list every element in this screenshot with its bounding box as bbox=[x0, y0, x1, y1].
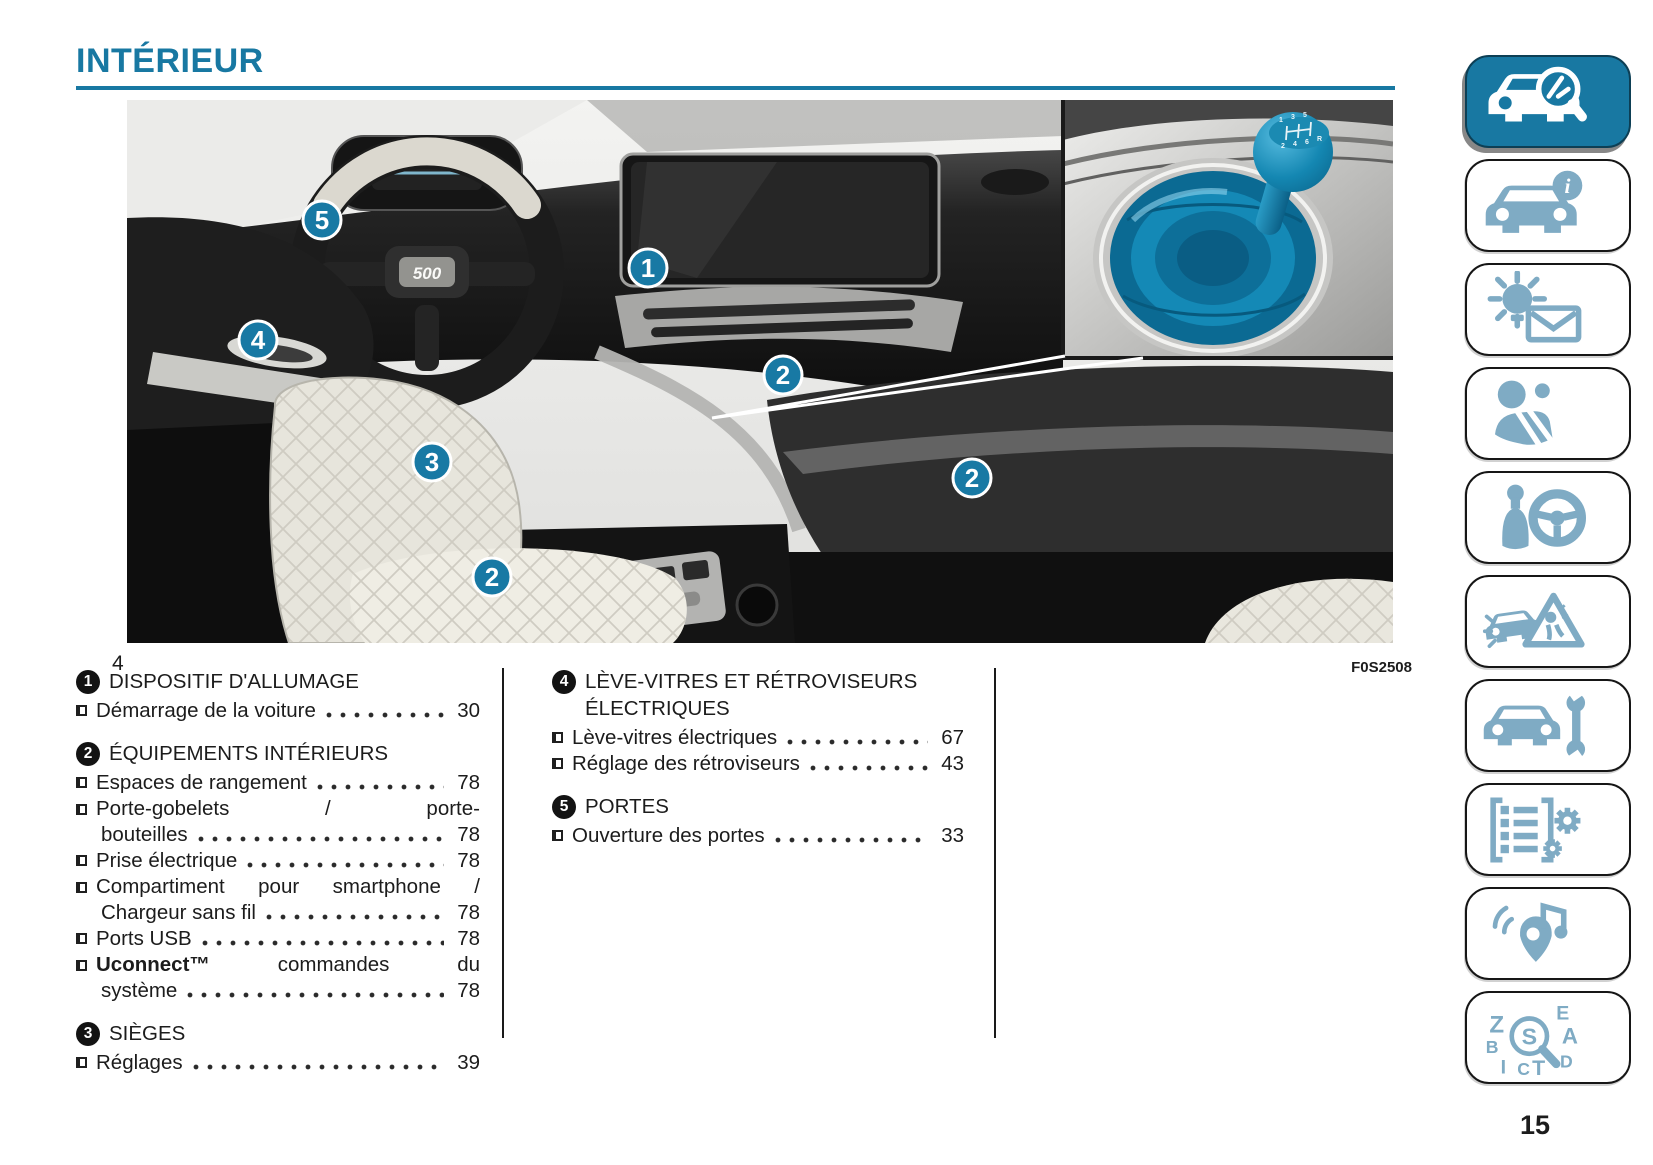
toc-item[interactable] bbox=[76, 926, 480, 952]
toc-page-ref: 78 bbox=[457, 771, 480, 794]
column-divider bbox=[994, 668, 996, 1038]
dot-leader bbox=[810, 765, 928, 771]
figure-callout-4 bbox=[239, 321, 277, 359]
dot-leader bbox=[775, 837, 928, 843]
figure-number: 4 bbox=[112, 652, 124, 675]
svg-text:1: 1 bbox=[640, 253, 656, 283]
interior-illustration bbox=[127, 100, 1393, 643]
figure-callout-2 bbox=[764, 356, 802, 394]
interior-photo bbox=[127, 100, 1393, 643]
toc-section-header bbox=[76, 668, 480, 695]
toc-page-ref: 30 bbox=[457, 699, 480, 722]
square-bullet-icon bbox=[76, 705, 87, 716]
section-number-badge: 3 bbox=[76, 1022, 100, 1046]
toc-item-label: bouteilles bbox=[101, 823, 188, 846]
toc-section bbox=[76, 740, 480, 1004]
svg-text:Z: Z bbox=[1489, 1010, 1505, 1038]
svg-text:2: 2 bbox=[484, 562, 500, 592]
multimedia-music-pin-icon bbox=[1480, 895, 1588, 973]
figure-callout-1 bbox=[629, 249, 667, 287]
section-number-badge: 1 bbox=[76, 670, 100, 694]
toc-column-1 bbox=[76, 668, 480, 1076]
toc-item[interactable] bbox=[76, 698, 480, 724]
sidebar-tab-9[interactable] bbox=[1465, 887, 1631, 980]
toc-section bbox=[76, 1020, 480, 1076]
svg-text:E: E bbox=[1556, 1001, 1570, 1024]
toc-page-ref: 33 bbox=[941, 824, 964, 847]
alphabetical-index-icon bbox=[1480, 999, 1588, 1077]
toc-item[interactable] bbox=[552, 823, 964, 849]
svg-text:A: A bbox=[1561, 1023, 1578, 1049]
dot-leader bbox=[193, 1064, 444, 1070]
figure-callout-3 bbox=[413, 443, 451, 481]
square-bullet-icon bbox=[552, 732, 563, 743]
spec-list-gears-icon bbox=[1480, 791, 1588, 869]
chapter-tab-sidebar bbox=[1465, 55, 1631, 1095]
svg-text:i: i bbox=[1564, 173, 1571, 198]
figure-callout-5 bbox=[303, 201, 341, 239]
figure-callout-2 bbox=[473, 558, 511, 596]
svg-text:2: 2 bbox=[964, 463, 980, 493]
svg-text:T: T bbox=[1532, 1055, 1546, 1077]
section-title: PORTES bbox=[585, 795, 669, 818]
square-bullet-icon bbox=[76, 1057, 87, 1068]
section-title: DISPOSITIF D'ALLUMAGE bbox=[109, 670, 359, 693]
svg-text:3: 3 bbox=[1291, 114, 1295, 121]
svg-text:S: S bbox=[1521, 1023, 1538, 1049]
toc-item-label: Lève-vitres électriques bbox=[572, 726, 778, 749]
toc-item[interactable] bbox=[76, 848, 480, 874]
svg-text:500: 500 bbox=[412, 264, 442, 283]
section-number-badge: 2 bbox=[76, 742, 100, 766]
figure-callout-2 bbox=[953, 459, 991, 497]
page-title: INTÉRIEUR bbox=[76, 42, 264, 80]
car-wrench-icon bbox=[1480, 687, 1588, 765]
dot-leader bbox=[202, 940, 444, 946]
toc-page-ref: 78 bbox=[457, 901, 480, 924]
svg-text:6: 6 bbox=[1305, 139, 1309, 146]
car-magnifier-icon bbox=[1480, 63, 1588, 141]
toc-item[interactable] bbox=[76, 770, 480, 796]
sidebar-tab-4[interactable] bbox=[1465, 367, 1631, 460]
toc-page-ref: 39 bbox=[457, 1051, 480, 1074]
svg-text:2: 2 bbox=[1281, 143, 1285, 150]
section-number-badge: 4 bbox=[552, 670, 576, 694]
sidebar-tab-2[interactable] bbox=[1465, 159, 1631, 252]
sidebar-tab-7[interactable] bbox=[1465, 679, 1631, 772]
column-divider bbox=[502, 668, 504, 1038]
warning-lights-messages-icon bbox=[1480, 271, 1588, 349]
toc-page-ref: 78 bbox=[457, 849, 480, 872]
toc-page-ref: 78 bbox=[457, 927, 480, 950]
svg-text:D: D bbox=[1560, 1051, 1573, 1072]
section-title: LÈVE-VITRES ET RÉTROVISEURS ÉLECTRIQUES bbox=[585, 670, 918, 720]
toc-item[interactable] bbox=[76, 952, 480, 1004]
toc-item[interactable] bbox=[552, 725, 964, 751]
breakdown-triangle-icon bbox=[1480, 583, 1588, 661]
toc-item-label: Porte-gobelets / porte- bbox=[96, 797, 480, 820]
toc-item-label: Compartiment pour smartphone / bbox=[96, 875, 480, 898]
svg-text:C: C bbox=[1517, 1058, 1531, 1077]
svg-text:5: 5 bbox=[1303, 112, 1307, 119]
section-title: SIÈGES bbox=[109, 1022, 186, 1045]
square-bullet-icon bbox=[76, 882, 87, 893]
svg-text:3: 3 bbox=[424, 447, 440, 477]
toc-item-label: Démarrage de la voiture bbox=[96, 699, 316, 722]
toc-item-label: Ports USB bbox=[96, 927, 192, 950]
dot-leader bbox=[198, 836, 444, 842]
svg-text:1: 1 bbox=[1279, 117, 1283, 124]
toc-section bbox=[76, 668, 480, 724]
dot-leader bbox=[266, 914, 444, 920]
square-bullet-icon bbox=[76, 855, 87, 866]
square-bullet-icon bbox=[76, 933, 87, 944]
toc-column-2 bbox=[552, 668, 964, 849]
seatbelt-safety-icon bbox=[1480, 375, 1588, 453]
title-rule bbox=[76, 86, 1395, 90]
square-bullet-icon bbox=[552, 830, 563, 841]
sidebar-tab-1[interactable] bbox=[1465, 55, 1631, 148]
toc-item-label: Ouverture des portes bbox=[572, 824, 765, 847]
toc-page-ref: 78 bbox=[457, 823, 480, 846]
svg-text:2: 2 bbox=[775, 360, 791, 390]
svg-text:5: 5 bbox=[314, 205, 330, 235]
gear-knob-steering-icon bbox=[1480, 479, 1588, 557]
toc-item-label: Uconnect™ commandes du bbox=[96, 953, 480, 976]
toc-page-ref: 78 bbox=[457, 979, 480, 1002]
dot-leader bbox=[326, 712, 444, 718]
page-number: 15 bbox=[1519, 1110, 1550, 1140]
square-bullet-icon bbox=[76, 804, 87, 815]
sidebar-tab-10[interactable] bbox=[1465, 991, 1631, 1084]
section-title: ÉQUIPEMENTS INTÉRIEURS bbox=[109, 742, 389, 765]
toc-page-ref: 67 bbox=[941, 726, 964, 749]
section-number-badge: 5 bbox=[552, 795, 576, 819]
dot-leader bbox=[317, 784, 444, 790]
car-info-icon bbox=[1480, 167, 1588, 245]
svg-text:4: 4 bbox=[250, 325, 266, 355]
sidebar-tab-8[interactable] bbox=[1465, 783, 1631, 876]
svg-text:I: I bbox=[1500, 1055, 1506, 1077]
dot-leader bbox=[187, 992, 444, 998]
toc-item[interactable] bbox=[76, 1050, 480, 1076]
sidebar-tab-5[interactable] bbox=[1465, 471, 1631, 564]
figure-code: F0S2508 bbox=[1351, 659, 1412, 676]
toc-section bbox=[552, 793, 964, 849]
toc-page-ref: 43 bbox=[941, 752, 964, 775]
sidebar-tab-3[interactable] bbox=[1465, 263, 1631, 356]
toc-item[interactable] bbox=[76, 874, 480, 926]
toc-item-label: Chargeur sans fil bbox=[101, 901, 256, 924]
square-bullet-icon bbox=[76, 777, 87, 788]
svg-text:R: R bbox=[1317, 136, 1323, 143]
toc-item[interactable] bbox=[76, 796, 480, 848]
toc-item[interactable] bbox=[552, 751, 964, 777]
toc-section bbox=[552, 668, 964, 777]
toc-item-label: système bbox=[101, 979, 178, 1002]
square-bullet-icon bbox=[76, 960, 87, 971]
dot-leader bbox=[247, 862, 444, 868]
toc-section-header bbox=[76, 740, 480, 767]
toc-section-header bbox=[552, 668, 964, 722]
sidebar-tab-6[interactable] bbox=[1465, 575, 1631, 668]
square-bullet-icon bbox=[552, 758, 563, 769]
gear-selector-inset bbox=[1061, 100, 1393, 360]
toc-item-label: Réglage des rétroviseurs bbox=[572, 752, 800, 775]
toc-item-label: Réglages bbox=[96, 1051, 183, 1074]
toc-section-header bbox=[76, 1020, 480, 1047]
svg-text:4: 4 bbox=[1293, 141, 1297, 148]
dot-leader bbox=[787, 739, 928, 745]
toc-item-label: Espaces de rangement bbox=[96, 771, 307, 794]
toc-item-label: Prise électrique bbox=[96, 849, 238, 872]
svg-text:B: B bbox=[1485, 1036, 1499, 1057]
toc-section-header bbox=[552, 793, 964, 820]
